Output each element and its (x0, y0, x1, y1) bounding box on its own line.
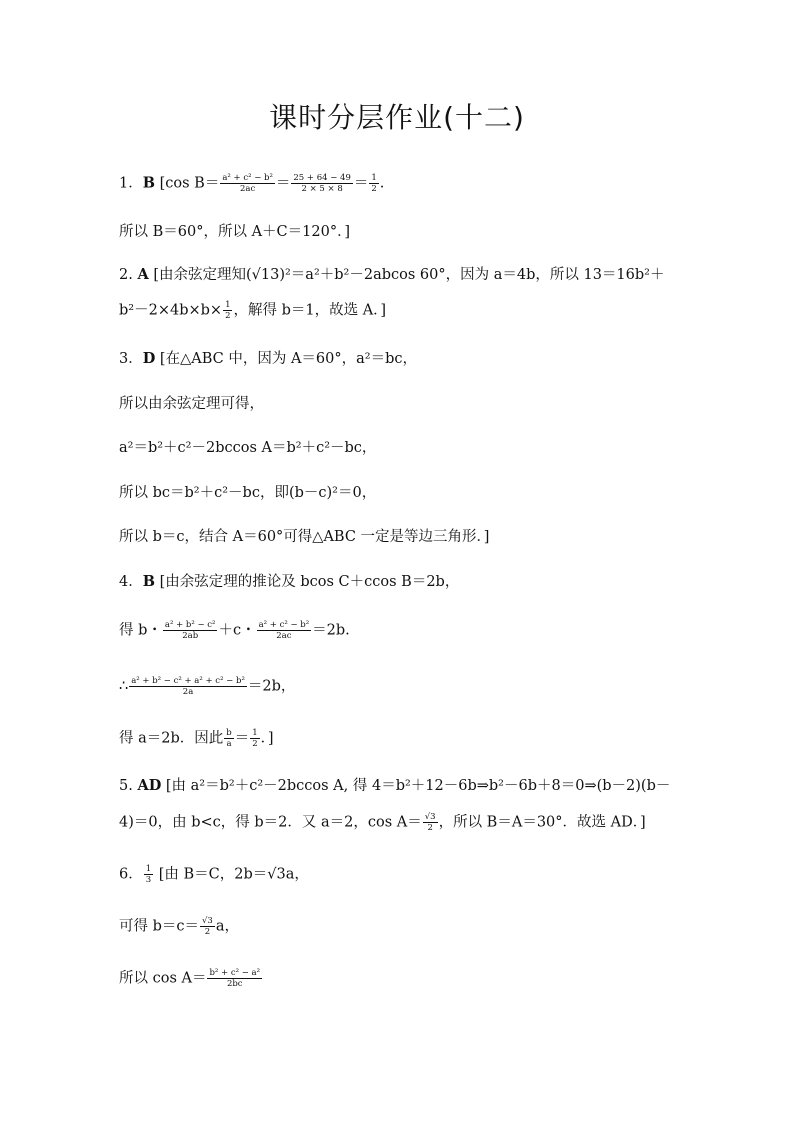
answer-2-line: 2. A [由余弦定理知(√13)²＝a²＋b²－2abcos 60°，因为 a＝4b，所以 13＝16b²＋ (119, 266, 665, 283)
fraction: $\frac{\text{a² + b² − c²}}{2ab}$ (164, 620, 216, 641)
page-title: 课时分层作业(十二) (269, 101, 525, 134)
fraction: $\frac{\text{a² + c² − b²}}{2ac}$ (222, 173, 273, 194)
answer-3-line: 3．D [在△ABC 中，因为 A＝60°，a²＝bc， (119, 350, 417, 367)
fraction: $\frac{√3}{2}$ (424, 812, 436, 833)
fraction: $\frac{25 + 64 - 49}{2 \times 5 \times 8}$ (293, 173, 351, 194)
fraction: $\frac{1}{2}$ (371, 173, 377, 194)
fraction: $\frac{\text{b² + c² − a²}}{2bc}$ (209, 968, 261, 989)
answer-4-formula: 得 b・ $\frac{\text{a² + b² − c²}}{2ab}$ ＋c・ $\frac{\text{a² + c² − b²}}{2ac}$ ＝2b. (119, 620, 350, 641)
answer-1-line: 1．B [cos B＝ $\frac{\text{a² + c² − b²}}{2ac}$ ＝ $\frac{25 + 64 - 49}{2 \times 5 \times 8}$ ＝ $\frac{1}{2}$ . (119, 173, 385, 194)
fraction: $\frac{1}{2}$ (252, 728, 258, 749)
fraction: $\frac{\text{a² + c² − b²}}{2ac}$ (258, 620, 310, 641)
answer-3-formula: a²＝b²＋c²－2bccos A＝b²＋c²－bc， (119, 440, 377, 456)
answer-6-text: 可得 b＝c＝ $\frac{√3}{2}$ a， (119, 916, 239, 937)
fraction: $\frac{b}{a}$ (226, 728, 232, 749)
answer-4-formula: ∴ $\frac{\text{a² + b² − c² + a² + c² − b²}}{2a}$ ＝2b， (119, 676, 296, 697)
fraction: $\frac{\text{a² + b² − c² + a² + c² − b²}}{2a}$ (131, 676, 245, 697)
answer-6-formula: 所以 cos A＝ $\frac{\text{b² + c² − a²}}{2bc}$ (119, 968, 261, 989)
answer-4-conclusion: 得 a＝2b．因此 $\frac{b}{a}$ ＝ $\frac{1}{2}$ ．] (119, 728, 274, 749)
answer-3-text: 所以由余弦定理可得， (119, 396, 264, 412)
answer-6-line: 6． $\frac{1}{3}$ [由 B＝C，2b＝√3a， (119, 864, 309, 885)
answer-3-text: 所以 bc＝b²＋c²－bc，即(b－c)²＝0， (119, 485, 377, 501)
answer-4-line: 4．B [由余弦定理的推论及 bcos C＋ccos B＝2b， (119, 573, 460, 590)
answer-2-continuation: b²－2×4b×b× $\frac{1}{2}$ ，解得 b＝1，故选 A．] (119, 300, 387, 321)
fraction: $\frac{1}{3}$ (145, 864, 152, 885)
answer-1-continuation: 所以 B＝60°，所以 A＋C＝120°．] (119, 224, 350, 240)
fraction: $\frac{1}{2}$ (225, 300, 231, 321)
answer-5-continuation: 4)＝0，由 b<c，得 b＝2．又 a＝2，cos A＝ $\frac{√3}{2}$ ，所以 B＝A＝30°．故选 AD．] (119, 812, 646, 833)
answer-5-line: 5. AD [由 a²＝b²＋c²－2bccos A, 得 4＝b²＋12－6b⇒b²－6b＋8＝0⇒(b－2)(b－ (119, 777, 671, 794)
answer-3-conclusion: 所以 b＝c，结合 A＝60°可得△ABC 一定是等边三角形．] (119, 529, 490, 545)
fraction: $\frac{√3}{2}$ (202, 916, 213, 937)
